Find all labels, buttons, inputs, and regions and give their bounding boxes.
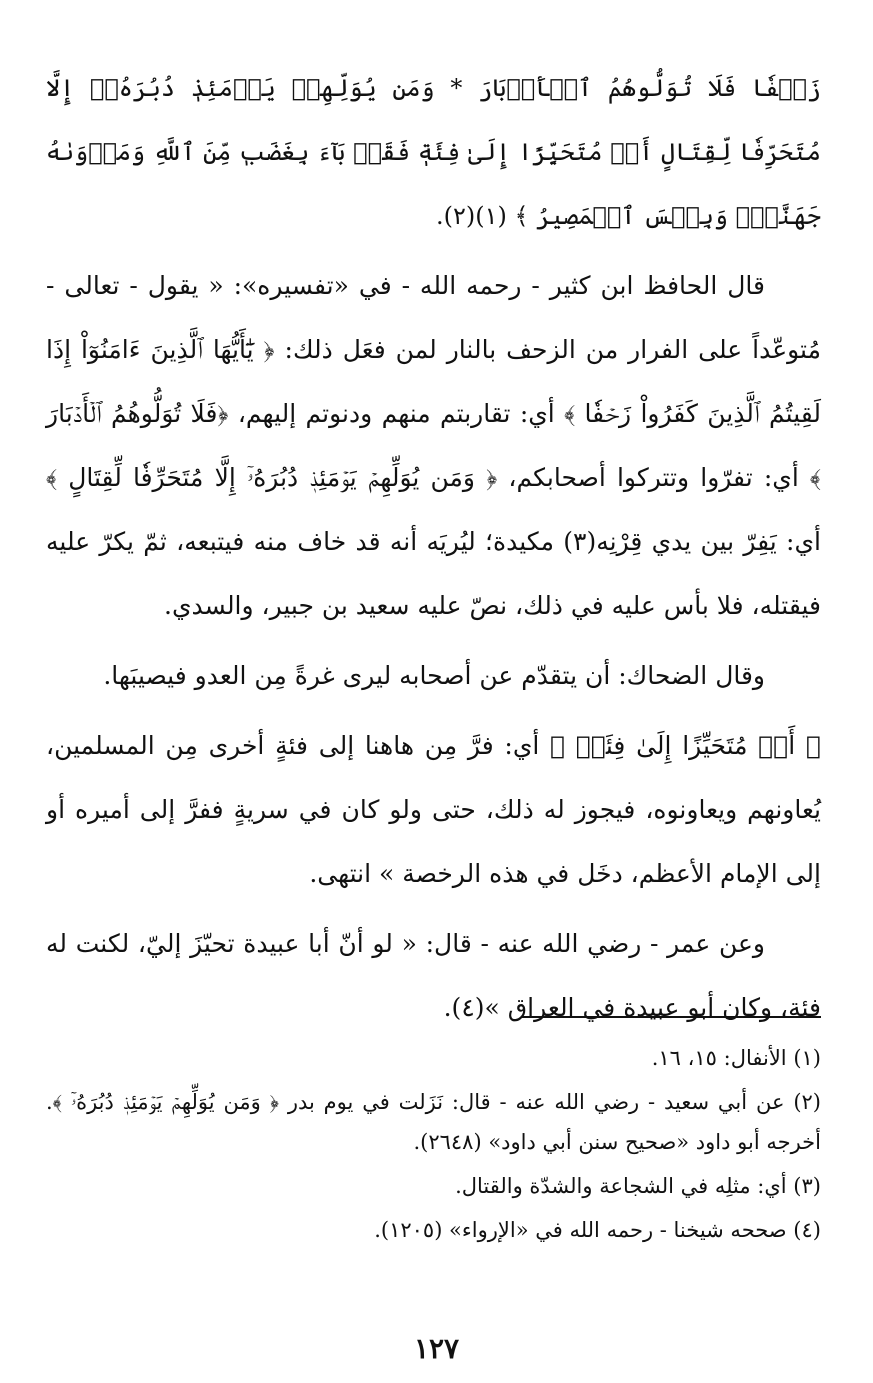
footnote-1: (١) الأنفال: ١٥، ١٦. (651, 1046, 821, 1070)
footnote-4: (٤) صححه شيخنا - رحمه الله في «الإرواء» (١٢٠٥). (374, 1218, 821, 1242)
footnotes (46, 1038, 821, 1254)
mutahayyiz-paragraph: ﴿ أَوۡ مُتَحَيِّزًا إِلَىٰ فِئَةٖ ﴾ أي: فرَّ مِن هاهنا إلى فئةٍ أخرى مِن المسلمين، يُعاونهم ويعاونوه، فيجوز له ذلك، حتى ولو كان في سريةٍ ففرَّ إلى أميره أو إلى الإمام الأعظم، دخَل في هذه الرخصة » انتهى. (46, 731, 821, 888)
footnote-3: (٣) أي: مثلِه في الشجاعة والشدّة والقتال. (455, 1174, 821, 1198)
footnote-2: (٢) عن أبي سعيد - رضي الله عنه - قال: نَزَلت في يوم بدر ﴿ وَمَن يُوَلِّهِمۡ يَوۡمَئِذٖ دُبُرَهُۥٓ ﴾. أخرجه أبو داود «صحيح سنن أبي داود» (٢٦٤٨). (46, 1090, 821, 1154)
tafsir-paragraph: قال الحافظ ابن كثير - رحمه الله - في «تفسيره»: « يقول - تعالى - مُتوعّداً على الفرار من الزحف بالنار لمن فعَل ذلك: ﴿ يَٰٓأَيُّهَا ٱلَّذِينَ ءَامَنُوٓاْ إِذَا لَقِيتُمُ ٱلَّذِينَ كَفَرُواْ زَحۡفٗا ﴾ أي: تقاربتم منهم ودنوتم إليهم، ﴿فَلَا تُوَلُّوهُمُ ٱلۡأَدۡبَارَ ﴾ أي: تفرّوا وتتركوا أصحابكم، ﴿ وَمَن يُوَلِّهِمۡ يَوۡمَئِذٖ دُبُرَهُۥٓ إِلَّا مُتَحَرِّفٗا لِّقِتَالٍ ﴾ أي: يَفِرّ بين يدي قِرْنِه(٣) مكيدة؛ ليُريَه أنه قد خاف منه فيتبعه، ثمّ يكرّ عليه فيقتله، فلا بأس عليه في ذلك، نصّ عليه سعيد بن جبير، والسدي. (46, 271, 821, 620)
page-number: ١٢٧ (413, 1332, 460, 1365)
footnote-separator (521, 1016, 821, 1018)
verse-continuation: زَحۡفٗا فَلَا تُوَلُّوهُمُ ٱلۡأَدۡبَارَ * وَمَن يُوَلِّهِمۡ يَوۡمَئِذٖ دُبُرَهُۥٓ إِلَّا مُتَحَرِّفٗا لِّقِتَالٍ أَوۡ مُتَحَيِّزًا إِلَىٰ فِئَةٖ فَقَدۡ بَآءَ بِغَضَبٖ مِّنَ ٱللَّهِ وَمَأۡوَىٰهُ جَهَنَّمُۖ وَبِئۡسَ ٱلۡمَصِيرُ ﴾ (١)(٢). (46, 74, 821, 230)
body-text (46, 56, 821, 1046)
umar-paragraph: وعن عمر - رضي الله عنه - قال: « لو أنّ أبا عبيدة تحيّزَ إليّ، لكنت له فئة، وكان أبو عبيدة في العراق »(٤). (46, 929, 821, 1022)
book-page (46, 56, 821, 1363)
dahhak-paragraph: وقال الضحاك: أن يتقدّم عن أصحابه ليرى غرةً مِن العدو فيصيبَها. (103, 661, 765, 690)
